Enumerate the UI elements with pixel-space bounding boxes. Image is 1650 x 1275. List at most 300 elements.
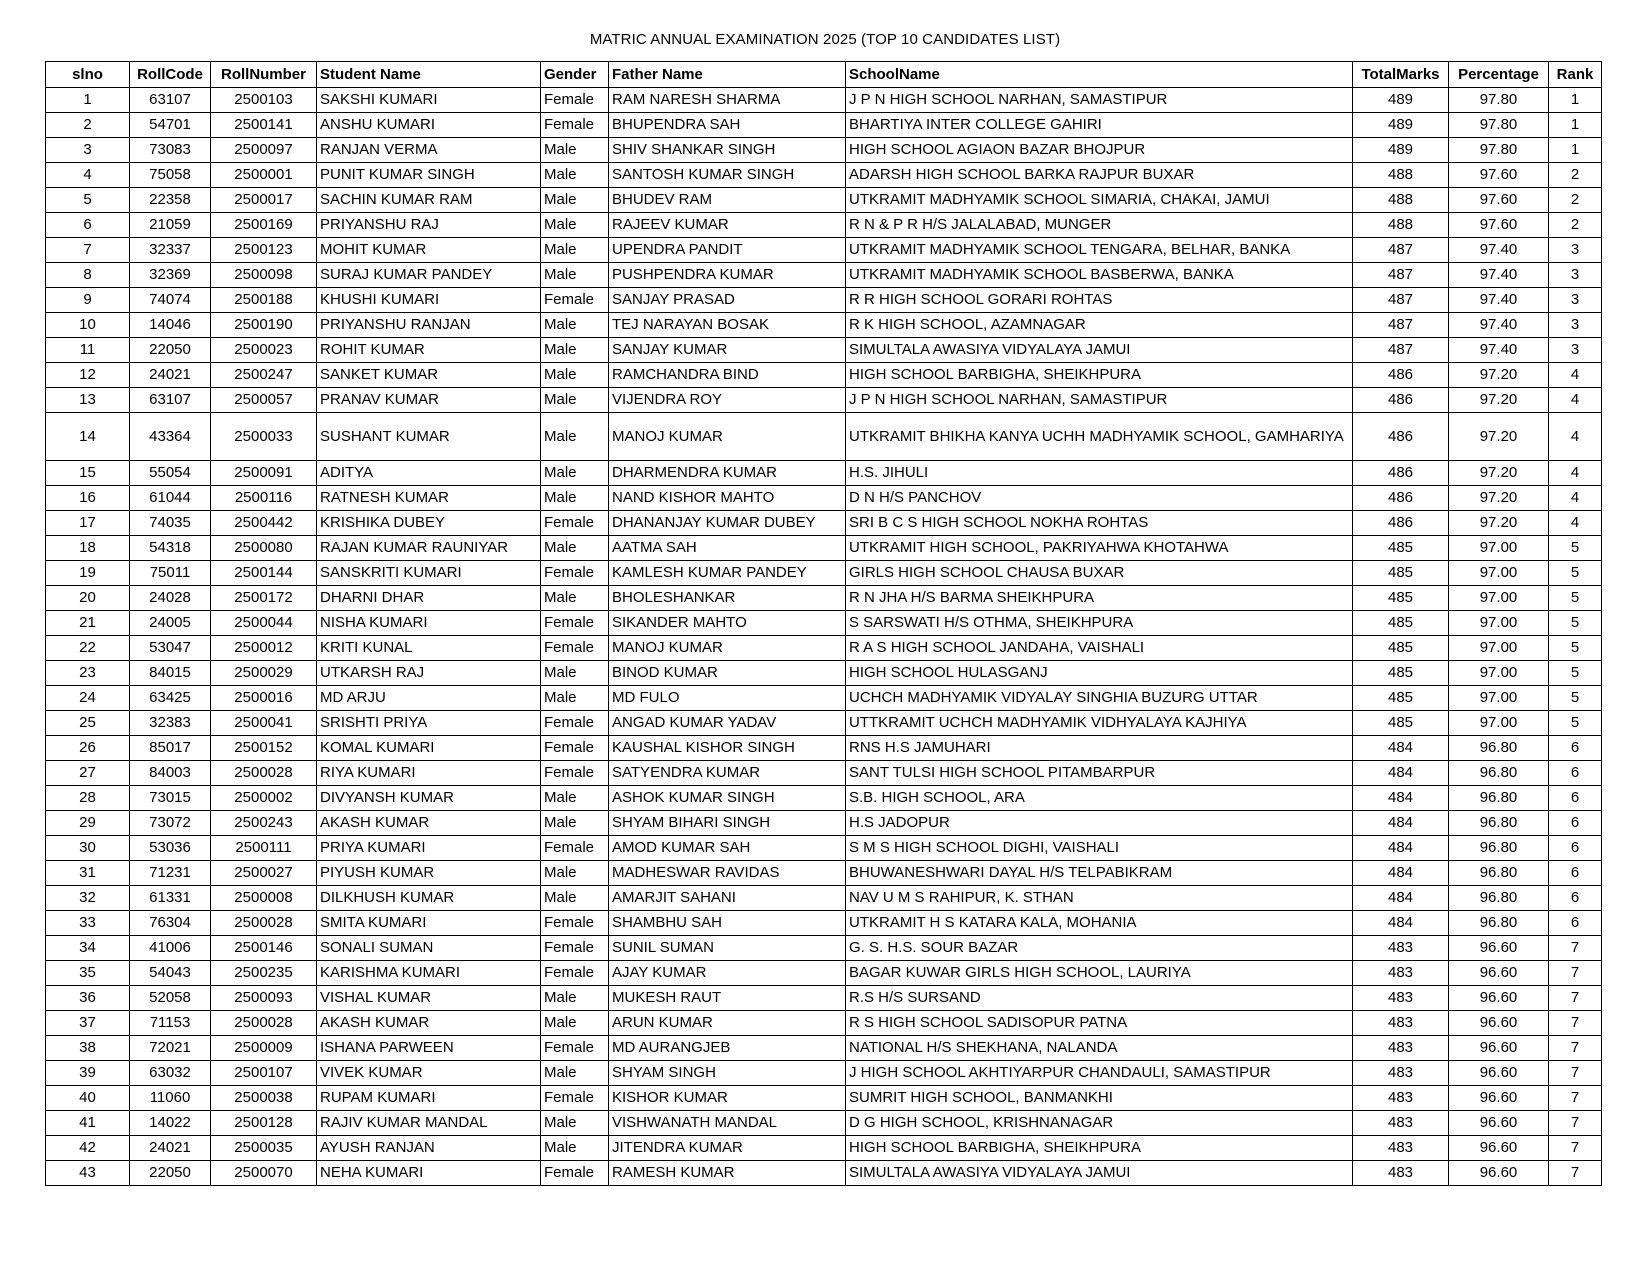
cell-rollcode: 21059 xyxy=(130,213,211,238)
cell-percentage: 97.40 xyxy=(1449,338,1549,363)
cell-gender: Male xyxy=(541,138,609,163)
cell-percentage: 97.80 xyxy=(1449,113,1549,138)
table-row xyxy=(46,686,1602,711)
cell-rank: 4 xyxy=(1549,388,1602,413)
cell-total-marks: 483 xyxy=(1353,1036,1449,1061)
cell-school-name: HIGH SCHOOL BARBIGHA, SHEIKHPURA xyxy=(846,363,1353,388)
table-row xyxy=(46,986,1602,1011)
cell-gender: Male xyxy=(541,461,609,486)
header-rank: Rank xyxy=(1549,62,1602,88)
cell-student-name: RAJIV KUMAR MANDAL xyxy=(317,1111,541,1136)
document-title: MATRIC ANNUAL EXAMINATION 2025 (TOP 10 CANDIDATES LIST) xyxy=(589,31,1061,48)
header-total-marks: TotalMarks xyxy=(1353,62,1449,88)
cell-rank: 6 xyxy=(1549,836,1602,861)
cell-rollnumber: 2500001 xyxy=(211,163,317,188)
cell-rank: 4 xyxy=(1549,486,1602,511)
cell-rank: 1 xyxy=(1549,88,1602,113)
cell-school-name: J P N HIGH SCHOOL NARHAN, SAMASTIPUR xyxy=(846,88,1353,113)
cell-slno: 35 xyxy=(46,961,130,986)
cell-rank: 4 xyxy=(1549,363,1602,388)
cell-total-marks: 486 xyxy=(1353,486,1449,511)
cell-percentage: 97.60 xyxy=(1449,213,1549,238)
cell-school-name: UTKRAMIT H S KATARA KALA, MOHANIA xyxy=(846,911,1353,936)
cell-total-marks: 487 xyxy=(1353,338,1449,363)
cell-school-name: GIRLS HIGH SCHOOL CHAUSA BUXAR xyxy=(846,561,1353,586)
cell-total-marks: 485 xyxy=(1353,561,1449,586)
cell-father-name: RAMESH KUMAR xyxy=(609,1161,846,1186)
header-school-name: SchoolName xyxy=(846,62,1353,88)
cell-rank: 6 xyxy=(1549,886,1602,911)
cell-father-name: MANOJ KUMAR xyxy=(609,636,846,661)
table-row xyxy=(46,536,1602,561)
cell-student-name: ROHIT KUMAR xyxy=(317,338,541,363)
cell-slno: 15 xyxy=(46,461,130,486)
cell-rank: 6 xyxy=(1549,861,1602,886)
table-row xyxy=(46,1036,1602,1061)
cell-father-name: MD AURANGJEB xyxy=(609,1036,846,1061)
cell-rollnumber: 2500128 xyxy=(211,1111,317,1136)
cell-rank: 2 xyxy=(1549,163,1602,188)
cell-gender: Female xyxy=(541,113,609,138)
cell-father-name: RAMCHANDRA BIND xyxy=(609,363,846,388)
cell-gender: Male xyxy=(541,811,609,836)
header-student-name: Student Name xyxy=(317,62,541,88)
cell-rank: 1 xyxy=(1549,113,1602,138)
cell-slno: 9 xyxy=(46,288,130,313)
cell-slno: 39 xyxy=(46,1061,130,1086)
cell-rollcode: 63107 xyxy=(130,88,211,113)
cell-rollcode: 63032 xyxy=(130,1061,211,1086)
cell-rank: 7 xyxy=(1549,1036,1602,1061)
cell-total-marks: 484 xyxy=(1353,886,1449,911)
cell-slno: 13 xyxy=(46,388,130,413)
cell-rollnumber: 2500190 xyxy=(211,313,317,338)
cell-rollcode: 75011 xyxy=(130,561,211,586)
cell-percentage: 97.60 xyxy=(1449,188,1549,213)
cell-rollnumber: 2500172 xyxy=(211,586,317,611)
cell-gender: Male xyxy=(541,686,609,711)
cell-father-name: ASHOK KUMAR SINGH xyxy=(609,786,846,811)
cell-school-name: G. S. H.S. SOUR BAZAR xyxy=(846,936,1353,961)
cell-slno: 37 xyxy=(46,1011,130,1036)
cell-total-marks: 487 xyxy=(1353,288,1449,313)
cell-student-name: PRIYANSHU RANJAN xyxy=(317,313,541,338)
cell-school-name: UTKRAMIT MADHYAMIK SCHOOL TENGARA, BELHAR, BANKA xyxy=(846,238,1353,263)
table-row xyxy=(46,1136,1602,1161)
cell-slno: 26 xyxy=(46,736,130,761)
cell-father-name: DHARMENDRA KUMAR xyxy=(609,461,846,486)
cell-school-name: R R HIGH SCHOOL GORARI ROHTAS xyxy=(846,288,1353,313)
cell-rollcode: 54701 xyxy=(130,113,211,138)
cell-slno: 33 xyxy=(46,911,130,936)
table-row xyxy=(46,911,1602,936)
cell-slno: 23 xyxy=(46,661,130,686)
cell-slno: 20 xyxy=(46,586,130,611)
cell-rollcode: 41006 xyxy=(130,936,211,961)
cell-slno: 19 xyxy=(46,561,130,586)
cell-gender: Female xyxy=(541,936,609,961)
cell-gender: Male xyxy=(541,238,609,263)
cell-student-name: MOHIT KUMAR xyxy=(317,238,541,263)
cell-rank: 4 xyxy=(1549,413,1602,461)
cell-percentage: 97.00 xyxy=(1449,536,1549,561)
cell-rollcode: 61044 xyxy=(130,486,211,511)
cell-percentage: 97.60 xyxy=(1449,163,1549,188)
cell-father-name: NAND KISHOR MAHTO xyxy=(609,486,846,511)
cell-student-name: DIVYANSH KUMAR xyxy=(317,786,541,811)
cell-rollcode: 22358 xyxy=(130,188,211,213)
cell-total-marks: 489 xyxy=(1353,88,1449,113)
cell-student-name: SRISHTI PRIYA xyxy=(317,711,541,736)
table-row xyxy=(46,736,1602,761)
cell-rollnumber: 2500107 xyxy=(211,1061,317,1086)
cell-slno: 4 xyxy=(46,163,130,188)
table-row xyxy=(46,288,1602,313)
cell-student-name: KARISHMA KUMARI xyxy=(317,961,541,986)
cell-rollcode: 85017 xyxy=(130,736,211,761)
cell-rollnumber: 2500012 xyxy=(211,636,317,661)
cell-gender: Male xyxy=(541,188,609,213)
table-row xyxy=(46,786,1602,811)
cell-student-name: SACHIN KUMAR RAM xyxy=(317,188,541,213)
cell-rollnumber: 2500035 xyxy=(211,1136,317,1161)
cell-total-marks: 488 xyxy=(1353,163,1449,188)
cell-student-name: SANKET KUMAR xyxy=(317,363,541,388)
cell-rollcode: 73083 xyxy=(130,138,211,163)
cell-gender: Female xyxy=(541,88,609,113)
cell-rollnumber: 2500188 xyxy=(211,288,317,313)
cell-student-name: KRISHIKA DUBEY xyxy=(317,511,541,536)
cell-slno: 28 xyxy=(46,786,130,811)
cell-school-name: R K HIGH SCHOOL, AZAMNAGAR xyxy=(846,313,1353,338)
cell-total-marks: 485 xyxy=(1353,611,1449,636)
cell-percentage: 97.40 xyxy=(1449,263,1549,288)
cell-school-name: S SARSWATI H/S OTHMA, SHEIKHPURA xyxy=(846,611,1353,636)
cell-rank: 6 xyxy=(1549,786,1602,811)
cell-father-name: VIJENDRA ROY xyxy=(609,388,846,413)
cell-student-name: AKASH KUMAR xyxy=(317,811,541,836)
cell-percentage: 97.00 xyxy=(1449,661,1549,686)
cell-percentage: 97.00 xyxy=(1449,636,1549,661)
cell-rank: 7 xyxy=(1549,1161,1602,1186)
cell-slno: 21 xyxy=(46,611,130,636)
cell-father-name: ANGAD KUMAR YADAV xyxy=(609,711,846,736)
cell-rollnumber: 2500023 xyxy=(211,338,317,363)
cell-rollcode: 32337 xyxy=(130,238,211,263)
cell-father-name: SATYENDRA KUMAR xyxy=(609,761,846,786)
cell-rollnumber: 2500141 xyxy=(211,113,317,138)
cell-total-marks: 489 xyxy=(1353,113,1449,138)
cell-gender: Female xyxy=(541,561,609,586)
cell-percentage: 96.60 xyxy=(1449,1011,1549,1036)
cell-total-marks: 484 xyxy=(1353,836,1449,861)
cell-percentage: 96.60 xyxy=(1449,1111,1549,1136)
cell-father-name: RAJEEV KUMAR xyxy=(609,213,846,238)
cell-father-name: BHOLESHANKAR xyxy=(609,586,846,611)
cell-father-name: JITENDRA KUMAR xyxy=(609,1136,846,1161)
header-rollcode: RollCode xyxy=(130,62,211,88)
cell-percentage: 97.40 xyxy=(1449,238,1549,263)
table-row xyxy=(46,861,1602,886)
cell-rank: 5 xyxy=(1549,711,1602,736)
cell-rank: 5 xyxy=(1549,636,1602,661)
cell-father-name: TEJ NARAYAN BOSAK xyxy=(609,313,846,338)
cell-total-marks: 488 xyxy=(1353,213,1449,238)
cell-father-name: MANOJ KUMAR xyxy=(609,413,846,461)
cell-school-name: UCHCH MADHYAMIK VIDYALAY SINGHIA BUZURG UTTAR xyxy=(846,686,1353,711)
cell-father-name: MD FULO xyxy=(609,686,846,711)
cell-student-name: DILKHUSH KUMAR xyxy=(317,886,541,911)
cell-percentage: 97.00 xyxy=(1449,561,1549,586)
cell-gender: Female xyxy=(541,736,609,761)
cell-slno: 7 xyxy=(46,238,130,263)
cell-gender: Male xyxy=(541,586,609,611)
cell-slno: 31 xyxy=(46,861,130,886)
cell-school-name: R N & P R H/S JALALABAD, MUNGER xyxy=(846,213,1353,238)
table-row xyxy=(46,761,1602,786)
cell-father-name: AMOD KUMAR SAH xyxy=(609,836,846,861)
cell-rank: 3 xyxy=(1549,313,1602,338)
table-row xyxy=(46,388,1602,413)
table-body xyxy=(46,88,1602,1186)
table-row xyxy=(46,836,1602,861)
cell-rollcode: 53036 xyxy=(130,836,211,861)
cell-rank: 5 xyxy=(1549,536,1602,561)
cell-percentage: 96.80 xyxy=(1449,911,1549,936)
cell-total-marks: 484 xyxy=(1353,736,1449,761)
cell-father-name: AATMA SAH xyxy=(609,536,846,561)
cell-slno: 24 xyxy=(46,686,130,711)
cell-rollnumber: 2500123 xyxy=(211,238,317,263)
cell-father-name: AJAY KUMAR xyxy=(609,961,846,986)
cell-rollcode: 53047 xyxy=(130,636,211,661)
cell-rollnumber: 2500028 xyxy=(211,911,317,936)
cell-total-marks: 485 xyxy=(1353,686,1449,711)
cell-father-name: BHUPENDRA SAH xyxy=(609,113,846,138)
cell-slno: 12 xyxy=(46,363,130,388)
cell-student-name: KHUSHI KUMARI xyxy=(317,288,541,313)
cell-gender: Female xyxy=(541,288,609,313)
cell-total-marks: 486 xyxy=(1353,511,1449,536)
cell-rollcode: 63107 xyxy=(130,388,211,413)
cell-percentage: 96.80 xyxy=(1449,811,1549,836)
cell-total-marks: 484 xyxy=(1353,861,1449,886)
cell-total-marks: 486 xyxy=(1353,388,1449,413)
cell-rank: 2 xyxy=(1549,213,1602,238)
cell-father-name: DHANANJAY KUMAR DUBEY xyxy=(609,511,846,536)
cell-rollcode: 52058 xyxy=(130,986,211,1011)
cell-rank: 6 xyxy=(1549,811,1602,836)
cell-total-marks: 485 xyxy=(1353,536,1449,561)
cell-school-name: BHARTIYA INTER COLLEGE GAHIRI xyxy=(846,113,1353,138)
cell-percentage: 96.80 xyxy=(1449,736,1549,761)
cell-rollcode: 76304 xyxy=(130,911,211,936)
cell-rollcode: 24028 xyxy=(130,586,211,611)
cell-total-marks: 483 xyxy=(1353,1111,1449,1136)
cell-rollnumber: 2500442 xyxy=(211,511,317,536)
cell-student-name: ADITYA xyxy=(317,461,541,486)
cell-percentage: 96.60 xyxy=(1449,961,1549,986)
cell-father-name: VISHWANATH MANDAL xyxy=(609,1111,846,1136)
cell-school-name: D G HIGH SCHOOL, KRISHNANAGAR xyxy=(846,1111,1353,1136)
cell-rank: 5 xyxy=(1549,561,1602,586)
cell-total-marks: 483 xyxy=(1353,1011,1449,1036)
cell-student-name: PRIYA KUMARI xyxy=(317,836,541,861)
cell-percentage: 96.80 xyxy=(1449,786,1549,811)
table-row xyxy=(46,511,1602,536)
cell-school-name: UTTKRAMIT UCHCH MADHYAMIK VIDHYALAYA KAJHIYA xyxy=(846,711,1353,736)
cell-percentage: 96.60 xyxy=(1449,1161,1549,1186)
cell-school-name: H.S. JIHULI xyxy=(846,461,1353,486)
table-row xyxy=(46,263,1602,288)
cell-gender: Female xyxy=(541,761,609,786)
cell-gender: Male xyxy=(541,338,609,363)
cell-total-marks: 484 xyxy=(1353,911,1449,936)
cell-gender: Male xyxy=(541,263,609,288)
cell-school-name: SUMRIT HIGH SCHOOL, BANMANKHI xyxy=(846,1086,1353,1111)
cell-slno: 30 xyxy=(46,836,130,861)
cell-rollcode: 63425 xyxy=(130,686,211,711)
cell-rank: 3 xyxy=(1549,288,1602,313)
cell-slno: 1 xyxy=(46,88,130,113)
table-row xyxy=(46,1161,1602,1186)
cell-slno: 27 xyxy=(46,761,130,786)
cell-rollnumber: 2500146 xyxy=(211,936,317,961)
cell-total-marks: 483 xyxy=(1353,1136,1449,1161)
table-row xyxy=(46,1011,1602,1036)
cell-father-name: PUSHPENDRA KUMAR xyxy=(609,263,846,288)
cell-father-name: BINOD KUMAR xyxy=(609,661,846,686)
cell-student-name: RATNESH KUMAR xyxy=(317,486,541,511)
cell-father-name: KAMLESH KUMAR PANDEY xyxy=(609,561,846,586)
cell-percentage: 97.40 xyxy=(1449,288,1549,313)
cell-rank: 7 xyxy=(1549,1136,1602,1161)
cell-rollnumber: 2500033 xyxy=(211,413,317,461)
cell-rollcode: 71153 xyxy=(130,1011,211,1036)
table-row xyxy=(46,238,1602,263)
cell-gender: Female xyxy=(541,1036,609,1061)
cell-slno: 2 xyxy=(46,113,130,138)
cell-rank: 6 xyxy=(1549,761,1602,786)
cell-student-name: KOMAL KUMARI xyxy=(317,736,541,761)
cell-rollnumber: 2500044 xyxy=(211,611,317,636)
cell-father-name: ARUN KUMAR xyxy=(609,1011,846,1036)
cell-slno: 8 xyxy=(46,263,130,288)
cell-percentage: 97.80 xyxy=(1449,138,1549,163)
cell-percentage: 96.60 xyxy=(1449,1036,1549,1061)
cell-rollnumber: 2500029 xyxy=(211,661,317,686)
cell-gender: Male xyxy=(541,1061,609,1086)
cell-rollcode: 54043 xyxy=(130,961,211,986)
cell-gender: Male xyxy=(541,536,609,561)
table-row xyxy=(46,636,1602,661)
cell-rollnumber: 2500002 xyxy=(211,786,317,811)
cell-school-name: D N H/S PANCHOV xyxy=(846,486,1353,511)
cell-school-name: HIGH SCHOOL HULASGANJ xyxy=(846,661,1353,686)
cell-rank: 2 xyxy=(1549,188,1602,213)
cell-rollnumber: 2500235 xyxy=(211,961,317,986)
cell-rollnumber: 2500097 xyxy=(211,138,317,163)
cell-rollnumber: 2500080 xyxy=(211,536,317,561)
cell-rank: 7 xyxy=(1549,936,1602,961)
cell-father-name: KISHOR KUMAR xyxy=(609,1086,846,1111)
cell-student-name: NEHA KUMARI xyxy=(317,1161,541,1186)
cell-percentage: 96.60 xyxy=(1449,1136,1549,1161)
cell-school-name: BHUWANESHWARI DAYAL H/S TELPABIKRAM xyxy=(846,861,1353,886)
cell-student-name: UTKARSH RAJ xyxy=(317,661,541,686)
cell-student-name: PRANAV KUMAR xyxy=(317,388,541,413)
table-row xyxy=(46,188,1602,213)
cell-percentage: 97.20 xyxy=(1449,486,1549,511)
cell-rollnumber: 2500144 xyxy=(211,561,317,586)
cell-gender: Male xyxy=(541,986,609,1011)
cell-total-marks: 483 xyxy=(1353,961,1449,986)
cell-rank: 4 xyxy=(1549,511,1602,536)
cell-rollnumber: 2500028 xyxy=(211,1011,317,1036)
cell-father-name: AMARJIT SAHANI xyxy=(609,886,846,911)
cell-percentage: 96.80 xyxy=(1449,761,1549,786)
cell-rollcode: 22050 xyxy=(130,1161,211,1186)
cell-school-name: UTKRAMIT BHIKHA KANYA UCHH MADHYAMIK SCHOOL, GAMHARIYA xyxy=(846,413,1353,461)
cell-student-name: PRIYANSHU RAJ xyxy=(317,213,541,238)
cell-school-name: ADARSH HIGH SCHOOL BARKA RAJPUR BUXAR xyxy=(846,163,1353,188)
cell-father-name: UPENDRA PANDIT xyxy=(609,238,846,263)
cell-slno: 10 xyxy=(46,313,130,338)
cell-father-name: KAUSHAL KISHOR SINGH xyxy=(609,736,846,761)
cell-student-name: SMITA KUMARI xyxy=(317,911,541,936)
cell-school-name: R N JHA H/S BARMA SHEIKHPURA xyxy=(846,586,1353,611)
cell-father-name: SHIV SHANKAR SINGH xyxy=(609,138,846,163)
cell-school-name: UTKRAMIT MADHYAMIK SCHOOL SIMARIA, CHAKAI, JAMUI xyxy=(846,188,1353,213)
header-gender: Gender xyxy=(541,62,609,88)
cell-rollcode: 24021 xyxy=(130,1136,211,1161)
cell-student-name: NISHA KUMARI xyxy=(317,611,541,636)
cell-total-marks: 487 xyxy=(1353,313,1449,338)
cell-student-name: SURAJ KUMAR PANDEY xyxy=(317,263,541,288)
cell-student-name: SONALI SUMAN xyxy=(317,936,541,961)
cell-school-name: NATIONAL H/S SHEKHANA, NALANDA xyxy=(846,1036,1353,1061)
cell-father-name: SANTOSH KUMAR SINGH xyxy=(609,163,846,188)
cell-gender: Male xyxy=(541,363,609,388)
cell-percentage: 96.60 xyxy=(1449,1061,1549,1086)
cell-rank: 7 xyxy=(1549,1061,1602,1086)
cell-student-name: RAJAN KUMAR RAUNIYAR xyxy=(317,536,541,561)
cell-rollcode: 72021 xyxy=(130,1036,211,1061)
cell-gender: Male xyxy=(541,388,609,413)
table-row xyxy=(46,413,1602,461)
table-row xyxy=(46,611,1602,636)
table-row xyxy=(46,163,1602,188)
cell-father-name: BHUDEV RAM xyxy=(609,188,846,213)
cell-total-marks: 487 xyxy=(1353,263,1449,288)
cell-student-name: ISHANA PARWEEN xyxy=(317,1036,541,1061)
cell-slno: 5 xyxy=(46,188,130,213)
cell-rank: 5 xyxy=(1549,611,1602,636)
cell-gender: Male xyxy=(541,1136,609,1161)
header-percentage: Percentage xyxy=(1449,62,1549,88)
cell-school-name: J P N HIGH SCHOOL NARHAN, SAMASTIPUR xyxy=(846,388,1353,413)
cell-rank: 6 xyxy=(1549,911,1602,936)
cell-gender: Male xyxy=(541,486,609,511)
cell-gender: Female xyxy=(541,611,609,636)
cell-school-name: BAGAR KUWAR GIRLS HIGH SCHOOL, LAURIYA xyxy=(846,961,1353,986)
cell-rollnumber: 2500070 xyxy=(211,1161,317,1186)
cell-rollnumber: 2500008 xyxy=(211,886,317,911)
cell-percentage: 97.80 xyxy=(1449,88,1549,113)
table-row xyxy=(46,811,1602,836)
cell-total-marks: 486 xyxy=(1353,363,1449,388)
table-row xyxy=(46,1086,1602,1111)
